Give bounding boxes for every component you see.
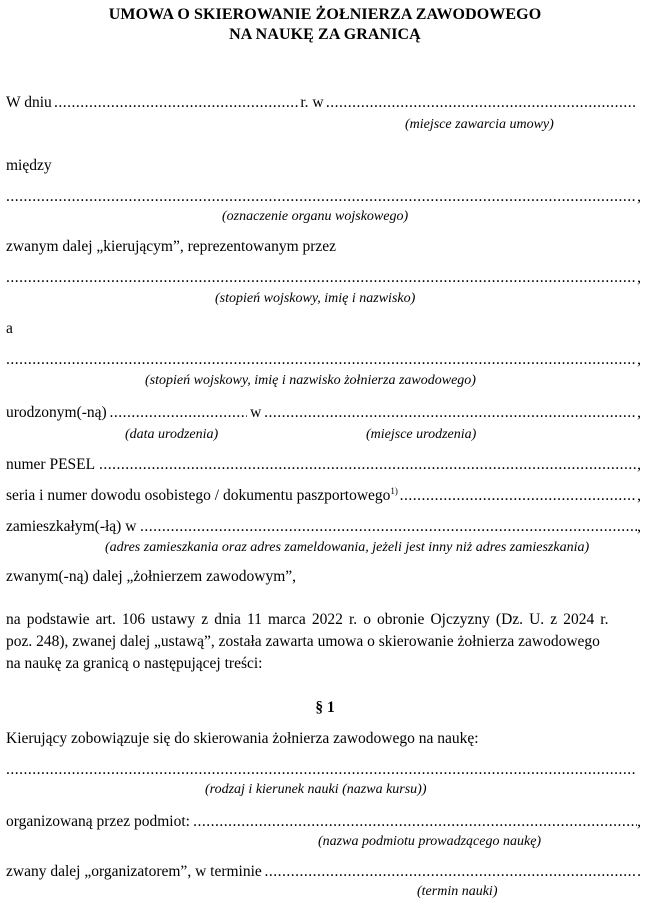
soldier-reference-text: zwanym(-ną) dalej „żołnierzem zawodowym”,: [6, 568, 297, 585]
term-caption: (termin nauki): [417, 884, 498, 899]
term-period: .: [637, 863, 641, 880]
organizer-comma: ,: [637, 813, 641, 830]
organizer-blank[interactable]: [193, 813, 637, 831]
place-blank[interactable]: [326, 94, 636, 112]
soldier-comma: ,: [637, 351, 641, 368]
organizer-field[interactable]: [6, 813, 641, 831]
birth-place-blank[interactable]: [264, 404, 637, 422]
organ-field[interactable]: [6, 188, 641, 206]
representative-blank[interactable]: [6, 269, 637, 287]
birth-date-blank[interactable]: [109, 404, 247, 422]
birth-date-caption: (data urodzenia): [125, 427, 219, 442]
birth-label: urodzonym(-ną): [6, 404, 107, 421]
address-field[interactable]: [6, 518, 641, 536]
birth-field[interactable]: [6, 404, 641, 422]
study-kind-caption: (rodzaj i kierunek nauki (nazwa kursu)): [205, 782, 427, 797]
study-kind-field[interactable]: [6, 761, 636, 779]
address-label: zamieszkałym(-łą) w: [6, 518, 137, 535]
address-caption: (adres zamieszkania oraz adres zameldowania, jeżeli jest inny niż adres zamieszkania): [105, 540, 590, 555]
legal-basis-line1: na podstawie art. 106 ustawy z dnia 11 marca 2022 r. o obronie Ojczyzny (Dz. U. z 2024 r.: [6, 611, 609, 628]
organizer-caption: (nazwa podmiotu prowadzącego naukę): [318, 834, 542, 849]
organ-comma: ,: [637, 188, 641, 205]
birth-place-label: w: [250, 404, 262, 421]
representative-caption: (stopień wojskowy, imię i nazwisko): [215, 291, 416, 306]
document-title-line1: UMOWA O SKIEROWANIE ŻOŁNIERZA ZAWODOWEGO: [108, 6, 542, 23]
id-document-blank[interactable]: [400, 487, 637, 505]
representative-field[interactable]: [6, 269, 641, 287]
legal-basis-line3: na naukę za granicą o następującej treści:: [6, 655, 263, 672]
birth-comma: ,: [637, 404, 641, 421]
soldier-blank[interactable]: [6, 351, 637, 369]
and-text: a: [6, 320, 13, 337]
address-blank[interactable]: [140, 518, 637, 536]
term-blank[interactable]: [265, 863, 638, 881]
place-label: r. w: [300, 94, 324, 111]
id-document-field[interactable]: [6, 487, 641, 505]
study-kind-blank[interactable]: [6, 761, 636, 779]
date-label: W dniu: [6, 94, 52, 111]
pesel-comma: ,: [637, 456, 641, 473]
soldier-field[interactable]: [6, 351, 641, 369]
organizer-label: organizowaną przez podmiot:: [6, 813, 190, 830]
date-place-field[interactable]: [6, 94, 636, 112]
referred-text: zwanym dalej „kierującym”, reprezentowanym przez: [6, 238, 337, 255]
section-1-text: Kierujący zobowiązuje się do skierowania żołnierza zawodowego na naukę:: [6, 730, 479, 747]
section-1-heading: § 1: [315, 699, 335, 716]
pesel-blank[interactable]: [99, 456, 637, 474]
id-document-comma: ,: [637, 487, 641, 504]
organ-caption: (oznaczenie organu wojskowego): [222, 209, 409, 224]
footnote-marker: 1): [390, 485, 398, 496]
pesel-field[interactable]: [6, 456, 641, 474]
organ-blank[interactable]: [6, 188, 637, 206]
date-blank[interactable]: [54, 94, 298, 112]
pesel-label: numer PESEL: [6, 456, 96, 473]
soldier-caption: (stopień wojskowy, imię i nazwisko żołnierza zawodowego): [145, 373, 476, 388]
representative-comma: ,: [637, 269, 641, 286]
address-comma: ,: [637, 518, 641, 535]
term-field[interactable]: [6, 863, 641, 881]
birth-place-caption: (miejsce urodzenia): [366, 427, 477, 442]
between-text: między: [6, 157, 52, 174]
legal-basis-line2: poz. 248), zwanej dalej „ustawą”, została zawarta umowa o skierowanie żołnierza zawodowego: [6, 633, 600, 650]
document-title-line2: NA NAUKĘ ZA GRANICĄ: [229, 26, 421, 43]
id-document-label: seria i numer dowodu osobistego / dokumentu paszportowego$^{1)}$: [6, 485, 398, 504]
term-label: zwany dalej „organizatorem”, w terminie: [6, 863, 262, 880]
place-caption: (miejsce zawarcia umowy): [405, 117, 554, 132]
